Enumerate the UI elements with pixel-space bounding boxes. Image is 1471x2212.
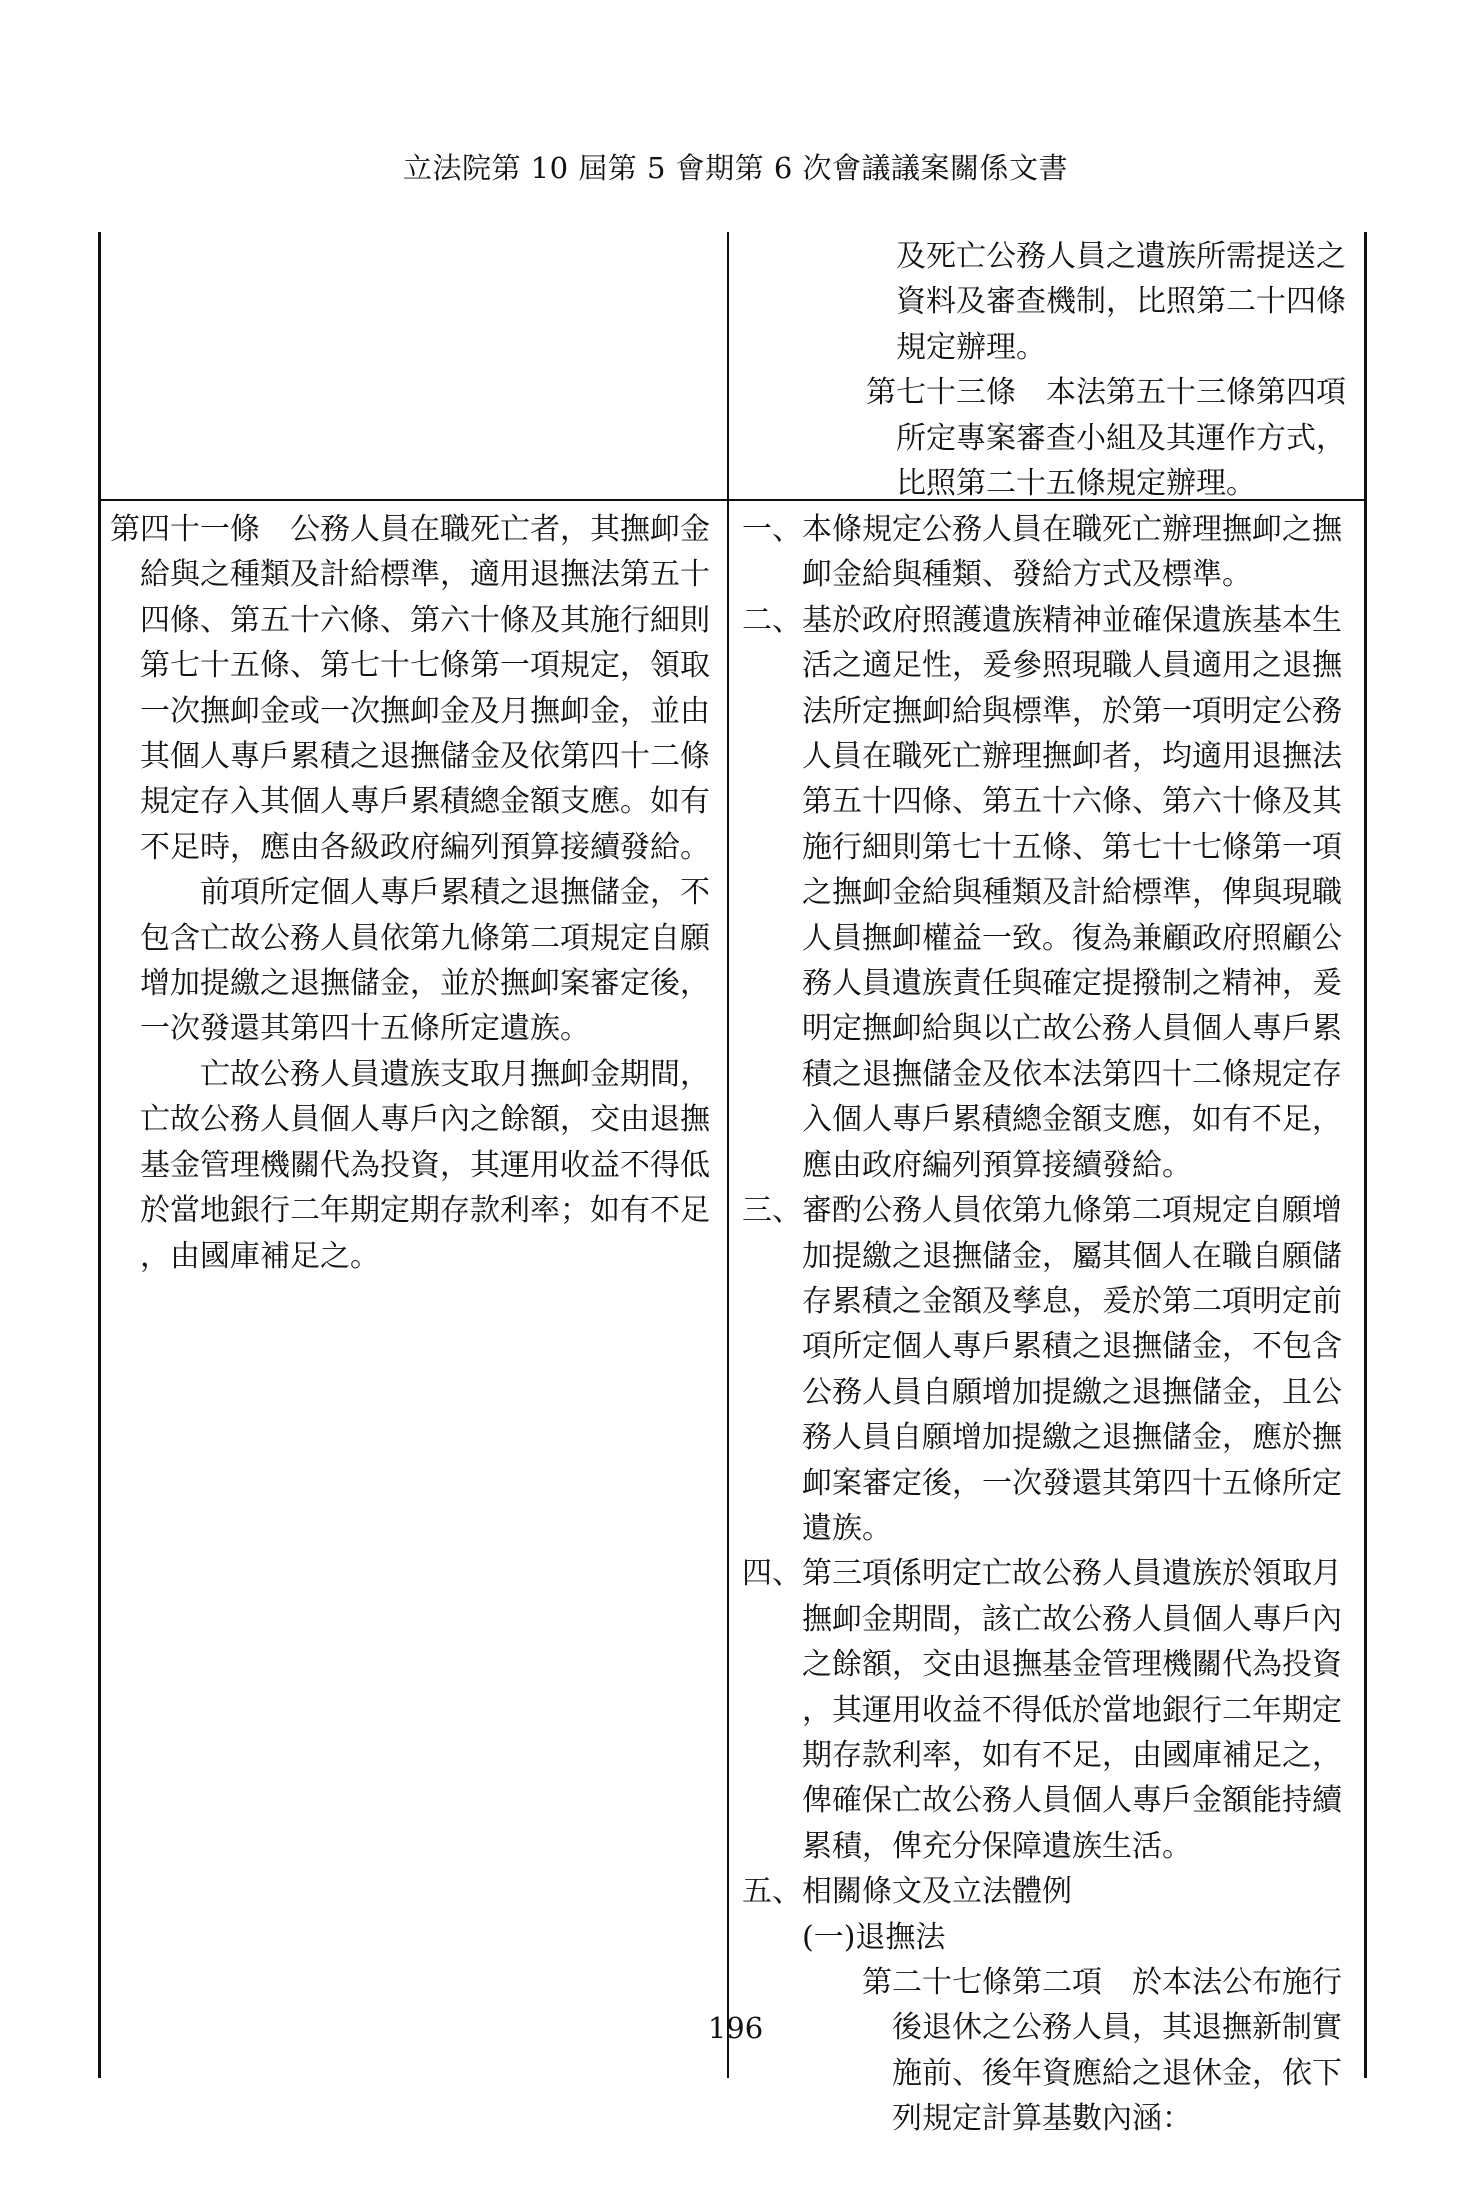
text-line: 基金管理機關代為投資，其運用收益不得低 (140, 1147, 710, 1183)
table-right-border (1364, 232, 1367, 2078)
page-number: 196 (707, 2011, 764, 2045)
text-line: 於當地銀行二年期定期存款利率；如有不足 (140, 1193, 710, 1229)
text-line: 所定專案審查小組及其運作方式， (896, 420, 1346, 456)
document-header: 立法院第 10 屆第 5 會期第 6 次會議議案關係文書 (402, 151, 1069, 185)
text-line: 遺族。 (802, 1510, 892, 1546)
text-line: 前項所定個人專戶累積之退撫儲金，不 (200, 875, 710, 911)
text-line: 一次撫卹金或一次撫卹金及月撫卹金，並由 (140, 693, 710, 729)
text-line: 施行細則第七十五條、第七十七條第一項 (802, 829, 1342, 865)
text-line: 卹金給與種類、發給方式及標準。 (802, 557, 1252, 593)
text-line: 之餘額，交由退撫基金管理機關代為投資 (802, 1647, 1342, 1683)
text-line: 亡故公務人員個人專戶內之餘額，交由退撫 (140, 1102, 710, 1138)
text-line: 比照第二十五條規定辦理。 (896, 466, 1256, 502)
text-line: 入個人專戶累積總金額支應，如有不足， (802, 1102, 1342, 1138)
text-line: 積之退撫儲金及依本法第四十二條規定存 (802, 1056, 1342, 1092)
text-line: 其個人專戶累積之退撫儲金及依第四十二條 (140, 739, 710, 775)
text-line: 期存款利率，如有不足，由國庫補足之， (802, 1737, 1342, 1773)
text-line: 第四十一條 公務人員在職死亡者，其撫卹金 (110, 512, 710, 547)
text-line: 二、基於政府照護遺族精神並確保遺族基本生 (742, 602, 1342, 638)
text-line: 撫卹金期間，該亡故公務人員個人專戶內 (802, 1601, 1342, 1637)
text-line: 卹案審定後，一次發還其第四十五條所定 (802, 1465, 1342, 1501)
right-column (742, 507, 1356, 2142)
text-line: 應由政府編列預算接續發給。 (802, 1147, 1192, 1183)
text-line: 規定辦理。 (896, 329, 1046, 365)
text-line: 之撫卹金給與種類及計給標準，俾與現職 (802, 875, 1342, 911)
text-line: 第七十五條、第七十七條第一項規定，領取 (140, 648, 710, 684)
text-line: ，其運用收益不得低於當地銀行二年期定 (802, 1692, 1342, 1728)
text-line: 明定撫卹給與以亡故公務人員個人專戶累 (802, 1011, 1342, 1047)
text-line: 第五十四條、第五十六條、第六十條及其 (802, 784, 1342, 820)
text-line: 資料及審查機制，比照第二十四條 (896, 284, 1346, 320)
left-column (110, 507, 722, 1279)
text-line: 亡故公務人員遺族支取月撫卹金期間， (200, 1056, 710, 1092)
text-line: 施前、後年資應給之退休金，依下 (892, 2055, 1342, 2091)
text-line: 第七十三條 本法第五十三條第四項 (866, 375, 1346, 411)
table-middle-divider (727, 232, 729, 2078)
top-right-cell (744, 234, 1356, 506)
text-line: 四、第三項係明定亡故公務人員遺族於領取月 (742, 1556, 1342, 1592)
text-line: 一、本條規定公務人員在職死亡辦理撫卹之撫 (742, 512, 1342, 547)
text-line: 五、相關條文及立法體例 (742, 1874, 1072, 1910)
text-line: 及死亡公務人員之遺族所需提送之 (896, 239, 1346, 274)
text-line: 俾確保亡故公務人員個人專戶金額能持續 (802, 1783, 1342, 1819)
text-line: 法所定撫卹給與標準，於第一項明定公務 (802, 693, 1342, 729)
text-line: ，由國庫補足之。 (140, 1238, 380, 1274)
text-line: 列規定計算基數內涵： (892, 2101, 1192, 2137)
text-line: 人員撫卹權益一致。復為兼顧政府照顧公 (802, 920, 1342, 956)
text-line: 公務人員自願增加提繳之退撫儲金，且公 (802, 1374, 1342, 1410)
table-left-border (98, 232, 101, 2078)
text-line: 務人員遺族責任與確定提撥制之精神，爰 (802, 966, 1342, 1002)
text-line: 三、審酌公務人員依第九條第二項規定自願增 (742, 1193, 1342, 1229)
text-line: 包含亡故公務人員依第九條第二項規定自願 (140, 920, 710, 956)
text-line: 一次發還其第四十五條所定遺族。 (140, 1011, 590, 1047)
text-line: 累積，俾充分保障遺族生活。 (802, 1828, 1192, 1864)
text-line: 增加提繳之退撫儲金，並於撫卹案審定後， (140, 966, 710, 1002)
text-line: 務人員自願增加提繳之退撫儲金，應於撫 (802, 1420, 1342, 1456)
text-line: 給與之種類及計給標準，適用退撫法第五十 (140, 557, 710, 593)
text-line: 不足時，應由各級政府編列預算接續發給。 (140, 829, 710, 865)
text-line: 人員在職死亡辦理撫卹者，均適用退撫法 (802, 739, 1342, 775)
text-line: (一)退撫法 (802, 1919, 946, 1955)
text-line: 活之適足性，爰參照現職人員適用之退撫 (802, 648, 1342, 684)
text-line: 加提繳之退撫儲金，屬其個人在職自願儲 (802, 1238, 1342, 1274)
text-line: 存累積之金額及孳息，爰於第二項明定前 (802, 1283, 1342, 1319)
text-line: 第二十七條第二項 於本法公布施行 (862, 1965, 1342, 2000)
text-line: 後退休之公務人員，其退撫新制實 (892, 2010, 1342, 2046)
text-line: 四條、第五十六條、第六十條及其施行細則 (140, 602, 710, 638)
text-line: 項所定個人專戶累積之退撫儲金，不包含 (802, 1329, 1342, 1365)
text-line: 規定存入其個人專戶累積總金額支應。如有 (140, 784, 710, 820)
